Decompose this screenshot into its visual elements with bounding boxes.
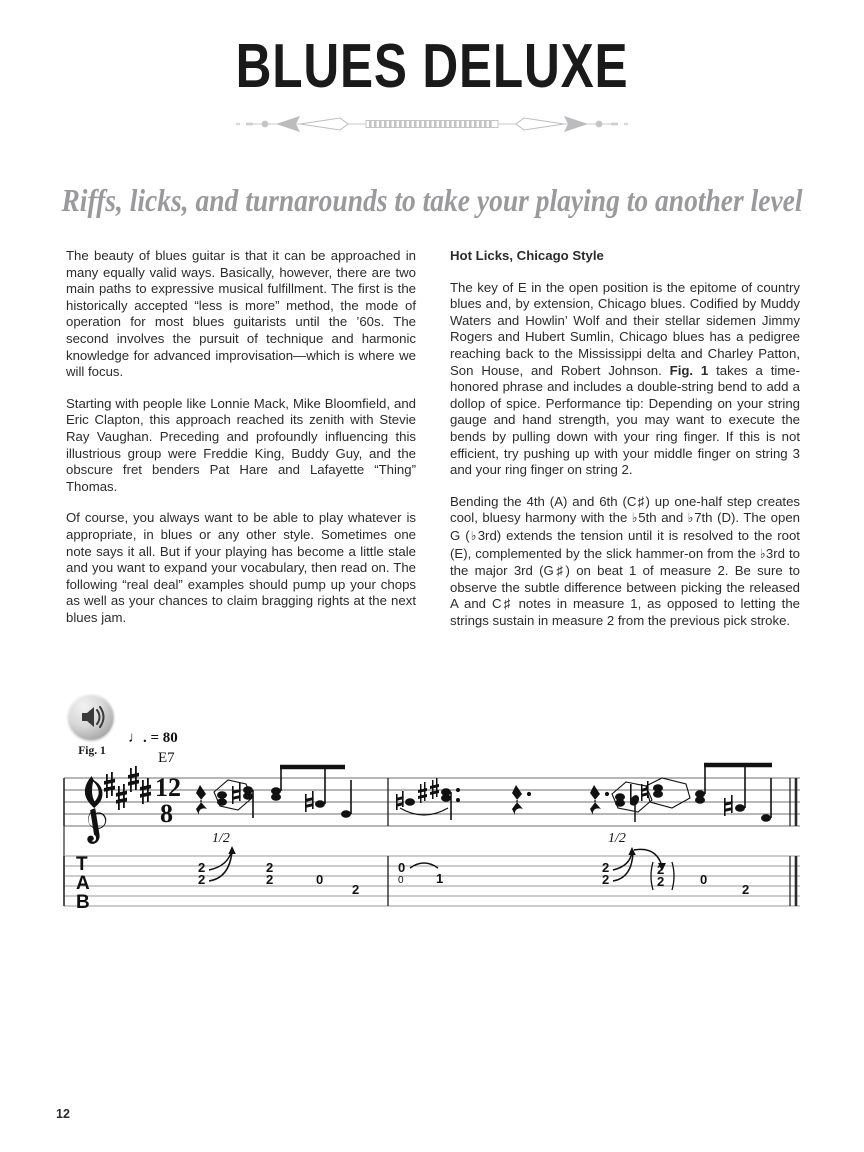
tab-fret: 0 <box>316 872 324 887</box>
ornament-divider <box>0 110 864 138</box>
chord-symbol: E7 <box>158 750 175 766</box>
tab-fret-ghost: 2 <box>657 862 665 877</box>
paragraph <box>450 280 800 479</box>
tab-letter-b: B <box>76 892 90 913</box>
paragraph-text: 3rd to the major 3rd (G♯) on beat 1 of measure 2. Be sure to observe the subtle difference between picking the released A and C♯ notes in measure 1, as opposed to letting the strings sustain in measure 2 from the previous pick stroke. <box>450 545 800 628</box>
time-signature-top: 12 <box>155 773 181 802</box>
key-signature <box>104 766 151 810</box>
tab-fret: 0 <box>398 860 406 875</box>
left-column <box>66 248 416 626</box>
tab-fret: 2 <box>352 882 360 897</box>
tab-fret-small: 0 <box>398 875 404 886</box>
m1-beamed-group <box>268 767 351 1152</box>
tab-fret-ghost: 2 <box>657 874 665 889</box>
paragraph-text: takes a time-honored phrase and includes a double-string bend to add a dollop of spice. Performance tip: Depending on your string gauge and hand strength, you may want to execute the bends by pulling down with your ring finger. If this is not efficient, try pushing up with your middle finger on string 3 and your ring finger on string 2. <box>450 362 801 478</box>
tab-fret: 2 <box>266 872 274 887</box>
page-number: 12 <box>56 1107 70 1121</box>
flat-symbol: ♭ <box>469 528 478 544</box>
paragraph-text: 7th (D). The open G ( <box>450 510 800 543</box>
bend-label-1: 1/2 <box>212 831 230 846</box>
notation-svg <box>0 690 864 950</box>
tab-fret: 2 <box>602 860 610 875</box>
section-heading: Hot Licks, Chicago Style <box>450 248 604 263</box>
page-subtitle: Riffs, licks, and turnarounds to take your playing to another level <box>61 182 803 218</box>
tempo-value: = 80 <box>150 730 178 746</box>
tab-fret: 2 <box>602 872 610 887</box>
m1-chord-1 <box>214 780 253 818</box>
flat-symbol: ♭ <box>631 511 639 527</box>
tab-fret: 2 <box>198 872 206 887</box>
figure-label: Fig. 1 <box>78 745 106 757</box>
tab-letter-t: T <box>76 854 88 875</box>
tab-fret: 0 <box>700 872 708 887</box>
bend-label-2: 1/2 <box>608 831 626 846</box>
tab-letter-a: A <box>76 873 90 894</box>
right-column <box>450 248 800 629</box>
flat-symbol: ♭ <box>687 511 695 527</box>
paragraph-text: Bending the 4th (A) and 6th (C♯) up one-half step creates cool, bluesy harmony with the <box>450 493 800 526</box>
tab-fret: 2 <box>266 860 274 875</box>
paragraph: Of course, you always want to be able to play whatever is appropriate, in blues or any other style. Sometimes one note says it all. But if your playing has become a little stale and you want to expand your vocabulary, then read on. The following “real deal” examples should pump up your chops as well as your chances to claim bragging rights at the next blues jam. <box>66 510 416 625</box>
page-title: BLUES DELUXE <box>235 32 629 101</box>
music-figure <box>0 690 864 950</box>
tab-fret: 2 <box>198 860 206 875</box>
fig-reference: Fig. 1 <box>669 362 709 378</box>
flat-symbol: ♭ <box>760 546 766 562</box>
paragraph-text: 5th and <box>638 510 688 526</box>
treble-clef <box>85 776 106 844</box>
body-columns <box>66 248 800 629</box>
paragraph-text: 3rd) extends the tension until it is resolved to the root (E), complemented by the slick hammer-on from the <box>450 527 800 561</box>
tab-fret: 2 <box>742 882 750 897</box>
tempo-note-glyph: ♩. <box>128 730 147 746</box>
time-signature-bottom: 8 <box>160 799 173 828</box>
paragraph: Starting with people like Lonnie Mack, Mike Bloomfield, and Eric Clapton, this approach reached its zenith with Stevie Ray Vaughan. Preceding and profoundly influencing this illustrious group were Freddie King, Buddy Guy, and the obscure fret benders Pat Hare and Lafayette “Thing” Thomas. <box>66 395 416 494</box>
paragraph: The beauty of blues guitar is that it can be approached in many equally valid ways. Basically, however, there are two main paths to expressive musical fulfillment. The first is the historically accepted “less is more” method, the mode of operation for most blues guitarists until the ’60s. The second involves the pursuit of technique and harmonic knowledge for advanced improvisation—which is where we will focus. <box>66 248 416 380</box>
m2-beamed-group <box>695 765 772 822</box>
tab-fret: 1 <box>436 871 444 886</box>
paragraph-text: The key of E in the open position is the epitome of country blues and, by extension, Chicago blues. Codified by Muddy Waters and Howlin’ Wolf and their stellar sidemen Jimmy Rogers and Hubert Sumlin, Chicago blues has a pedigree reaching back to the Mississippi delta and Charley Patton, Son House, and Robert Johnson. <box>450 279 800 378</box>
m2-chord-2 <box>612 778 690 822</box>
paragraph <box>450 494 800 630</box>
